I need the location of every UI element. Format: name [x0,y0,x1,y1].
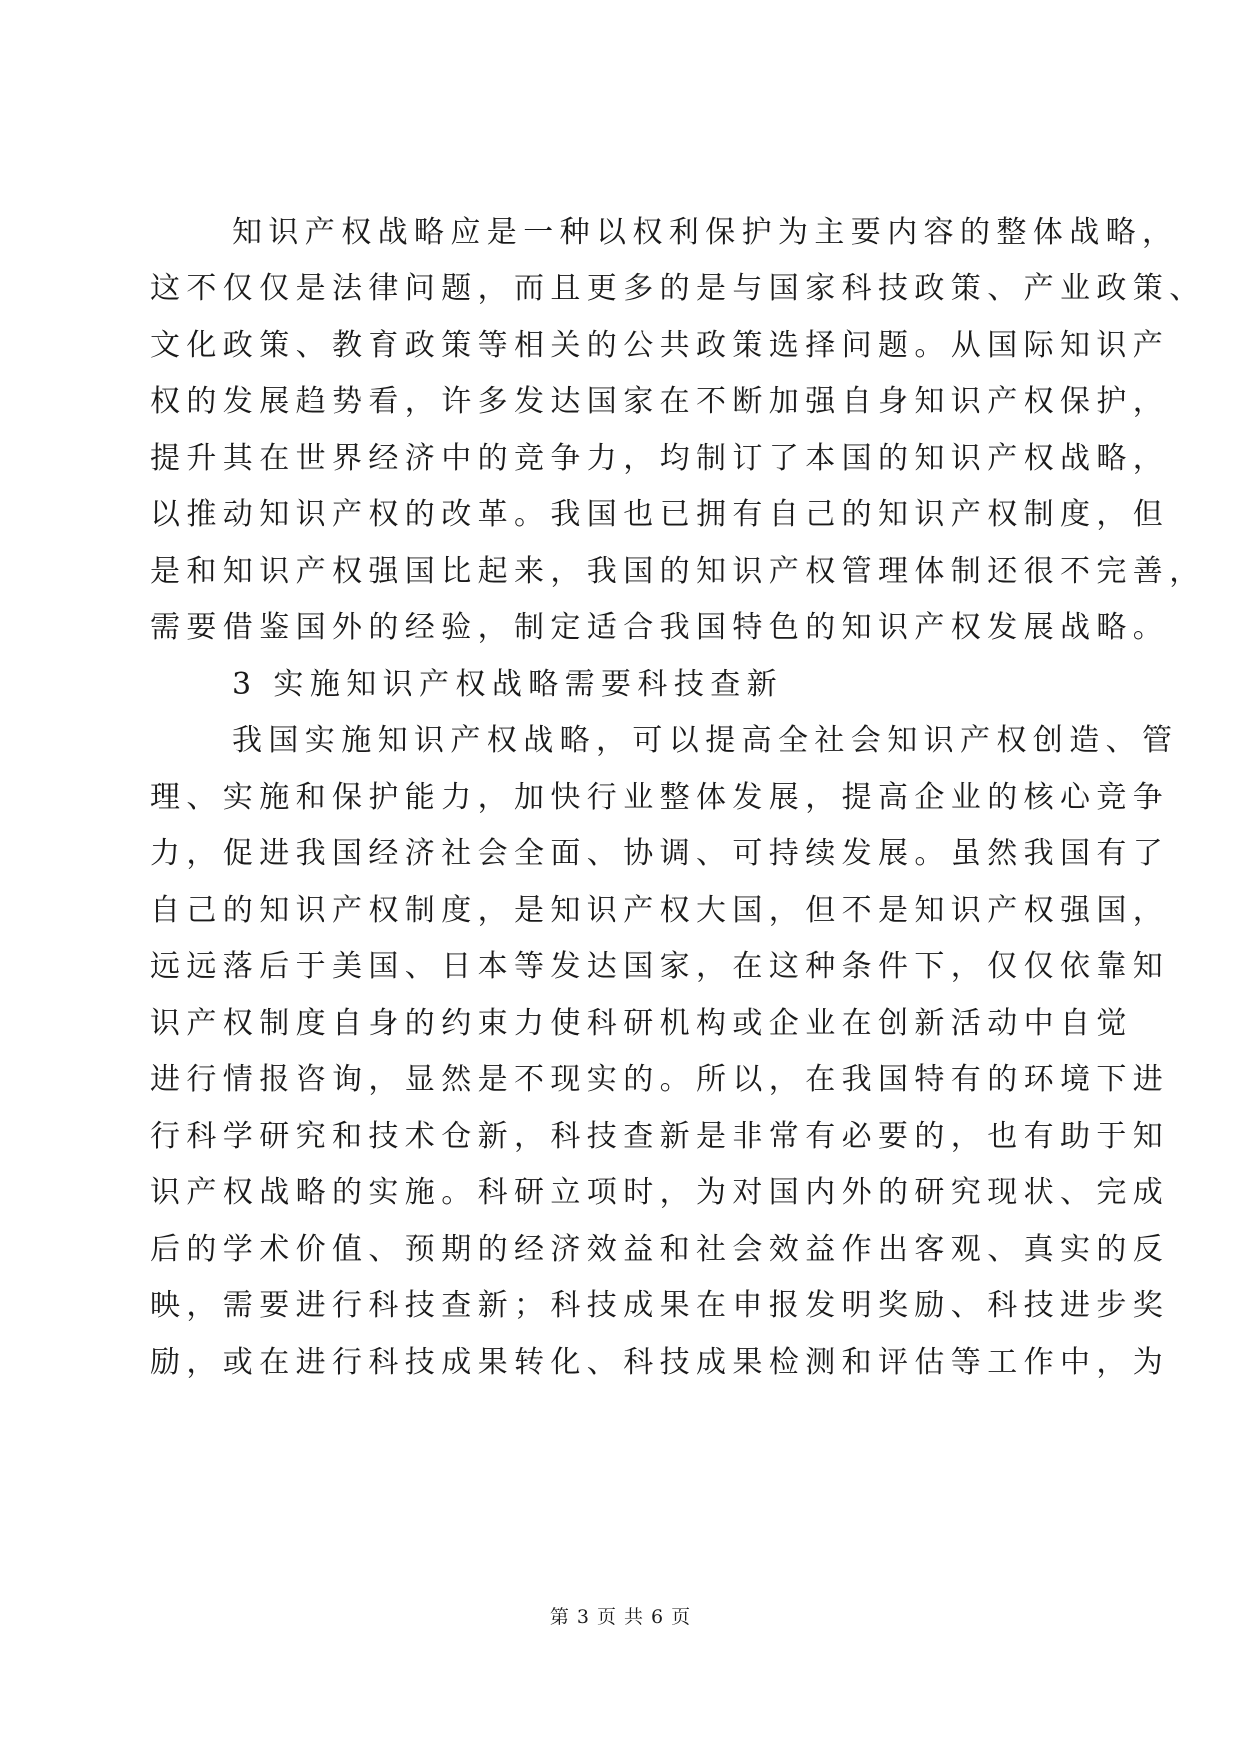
paragraph-3-line-5: 远远落后于美国、日本等发达国家，在这种条件下，仅仅依靠知 [150,949,1170,984]
paragraph-1-line-7: 是和知识产权强国比起来，我国的知识产权管理体制还很不完善， [150,554,1206,589]
section-heading: 3 实施知识产权战略需要科技查新 [232,667,784,702]
paragraph-3-line-12: 励，或在进行科技成果转化、科技成果检测和评估等工作中，为 [150,1345,1170,1380]
paragraph-3-line-1: 我国实施知识产权战略，可以提高全社会知识产权创造、管 [232,723,1179,758]
paragraph-3-line-6: 识产权制度自身的约束力使科研机构或企业在创新活动中自觉 [150,1006,1133,1041]
paragraph-3-line-8: 行科学研究和技术仓新，科技查新是非常有必要的，也有助于知 [150,1119,1170,1154]
paragraph-1-line-1: 知识产权战略应是一种以权利保护为主要内容的整体战略， [232,215,1179,250]
paragraph-1-line-6: 以推动知识产权的改革。我国也已拥有自己的知识产权制度，但 [150,497,1170,532]
paragraph-1-line-5: 提升其在世界经济中的竞争力，均制订了本国的知识产权战略， [150,441,1170,476]
paragraph-1-line-4: 权的发展趋势看，许多发达国家在不断加强自身知识产权保护， [150,384,1170,419]
paragraph-1-line-3: 文化政策、教育政策等相关的公共政策选择问题。从国际知识产 [150,328,1170,363]
paragraph-1-line-8: 需要借鉴国外的经验，制定适合我国特色的知识产权发展战略。 [150,610,1170,645]
paragraph-3-line-4: 自己的知识产权制度，是知识产权大国，但不是知识产权强国， [150,893,1170,928]
paragraph-1-line-2: 这不仅仅是法律问题，而且更多的是与国家科技政策、产业政策、 [150,271,1206,306]
paragraph-3-line-10: 后的学术价值、预期的经济效益和社会效益作出客观、真实的反 [150,1232,1170,1267]
paragraph-3-line-3: 力，促进我国经济社会全面、协调、可持续发展。虽然我国有了 [150,836,1170,871]
paragraph-3-line-7: 进行情报咨询，显然是不现实的。所以，在我国特有的环境下进 [150,1062,1170,1097]
paragraph-3-line-11: 映，需要进行科技查新；科技成果在申报发明奖励、科技进步奖 [150,1288,1170,1323]
paragraph-3-line-9: 识产权战略的实施。科研立项时，为对国内外的研究现状、完成 [150,1175,1170,1210]
page-footer: 第 3 页 共 6 页 [549,1606,692,1628]
paragraph-3-line-2: 理、实施和保护能力，加快行业整体发展，提高企业的核心竞争 [150,780,1170,815]
